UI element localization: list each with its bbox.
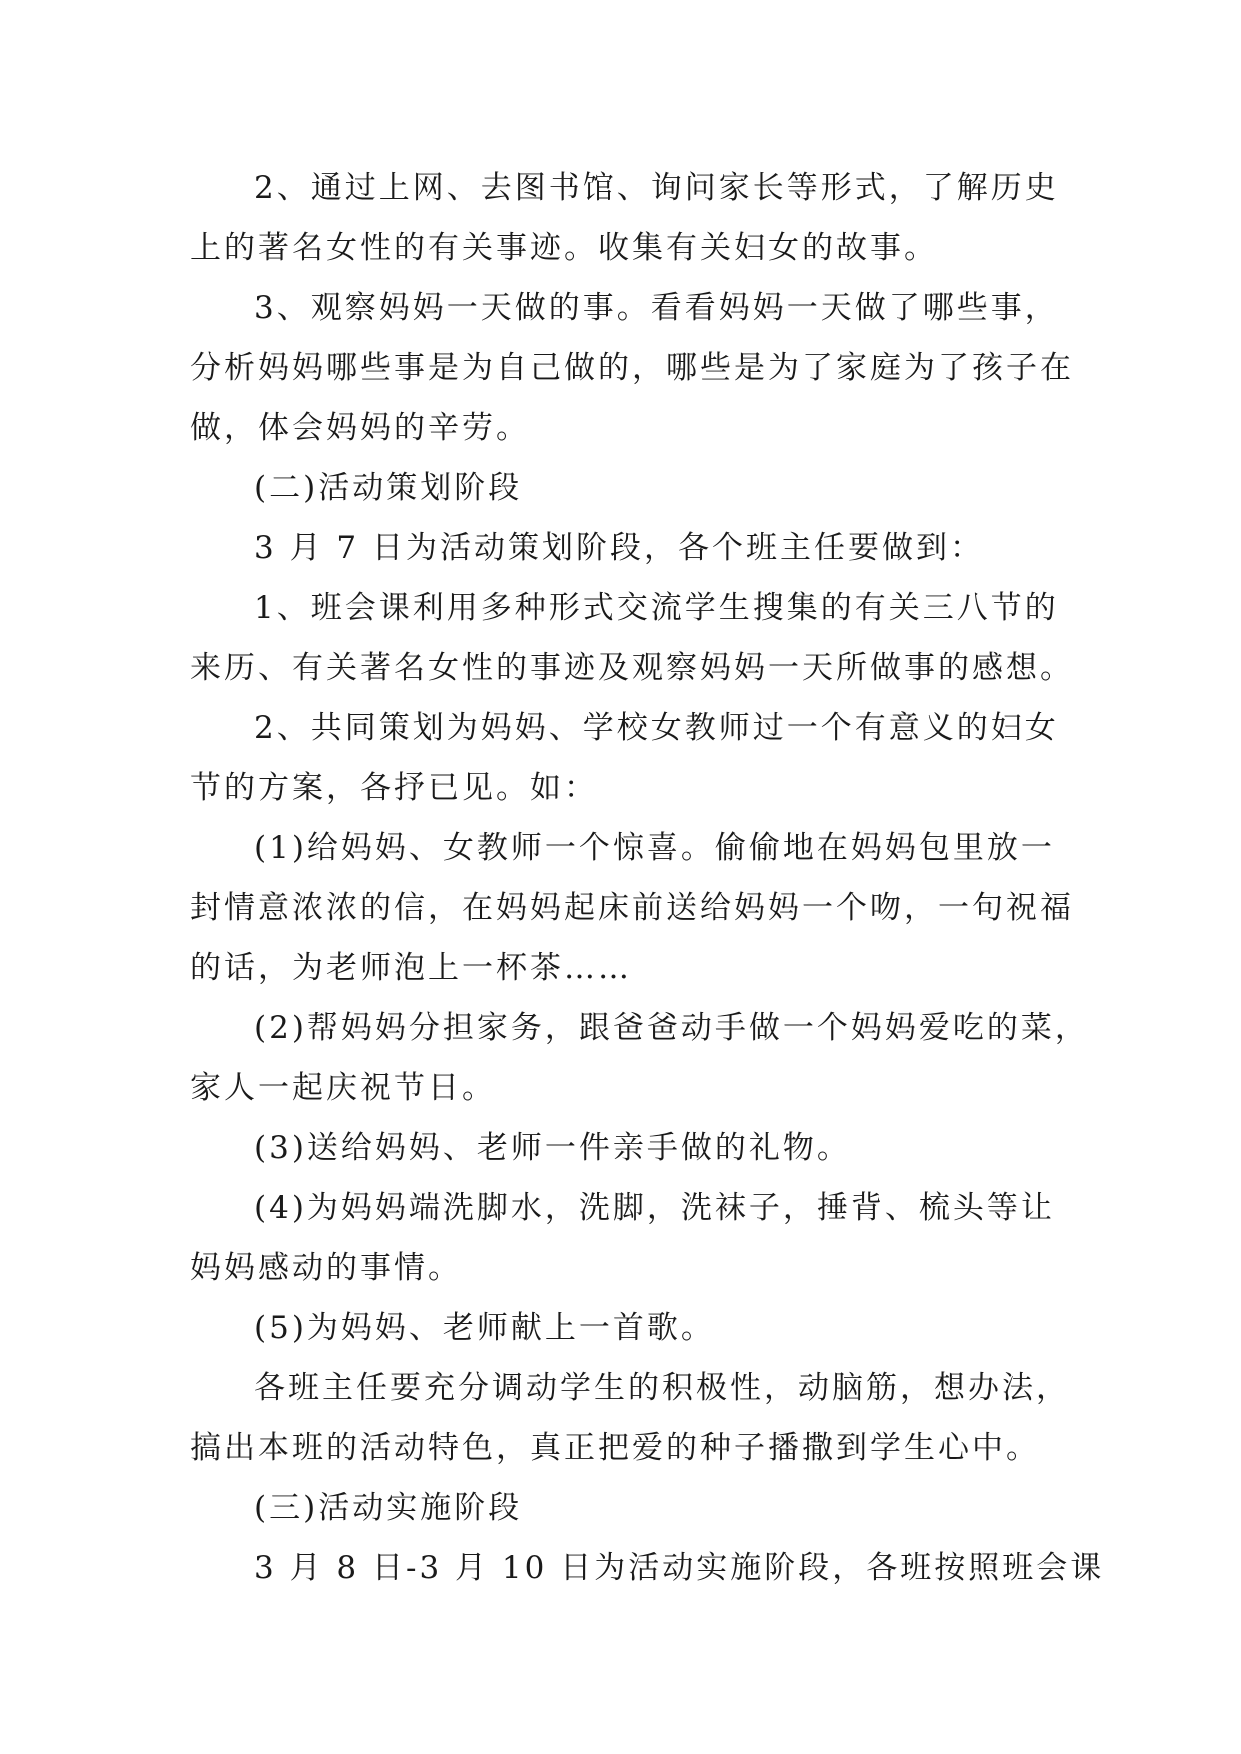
text-line: 3、观察妈妈一天做的事。看看妈妈一天做了哪些事， xyxy=(254,290,1059,326)
text-line: 上的著名女性的有关事迹。收集有关妇女的故事。 xyxy=(190,230,938,266)
text-line: 3 月 7 日为活动策划阶段，各个班主任要做到： xyxy=(254,530,985,566)
text-line: 搞出本班的活动特色，真正把爱的种子播撒到学生心中。 xyxy=(190,1430,1040,1466)
text-line: (5)为妈妈、老师献上一首歌。 xyxy=(254,1310,715,1346)
text-line: 1、班会课利用多种形式交流学生搜集的有关三八节的 xyxy=(254,590,1059,626)
text-line: 封情意浓浓的信，在妈妈起床前送给妈妈一个吻，一句祝福 xyxy=(190,890,1074,926)
section-heading: (三)活动实施阶段 xyxy=(254,1490,523,1526)
text-line: (2)帮妈妈分担家务，跟爸爸动手做一个妈妈爱吃的菜， xyxy=(254,1010,1089,1046)
text-line: 来历、有关著名女性的事迹及观察妈妈一天所做事的感想。 xyxy=(190,650,1074,686)
text-line: 2、共同策划为妈妈、学校女教师过一个有意义的妇女 xyxy=(254,710,1059,746)
text-line: 家人一起庆祝节日。 xyxy=(190,1070,496,1106)
text-line: (4)为妈妈端洗脚水，洗脚，洗袜子，捶背、梳头等让 xyxy=(254,1190,1055,1226)
text-line: 节的方案，各抒已见。如： xyxy=(190,770,598,806)
text-line: 的话，为老师泡上一杯茶…… xyxy=(190,950,632,986)
text-line: 3 月 8 日-3 月 10 日为活动实施阶段，各班按照班会课 xyxy=(254,1550,1105,1586)
text-line: 妈妈感动的事情。 xyxy=(190,1250,462,1286)
text-line: (3)送给妈妈、老师一件亲手做的礼物。 xyxy=(254,1130,851,1166)
text-line: 2、通过上网、去图书馆、询问家长等形式，了解历史 xyxy=(254,170,1059,206)
text-line: 各班主任要充分调动学生的积极性，动脑筋，想办法， xyxy=(254,1370,1070,1406)
section-heading: (二)活动策划阶段 xyxy=(254,470,523,506)
text-line: (1)给妈妈、女教师一个惊喜。偷偷地在妈妈包里放一 xyxy=(254,830,1055,866)
text-line: 做，体会妈妈的辛劳。 xyxy=(190,410,530,446)
text-line: 分析妈妈哪些事是为自己做的，哪些是为了家庭为了孩子在 xyxy=(190,350,1074,386)
document-body xyxy=(190,158,1105,1598)
